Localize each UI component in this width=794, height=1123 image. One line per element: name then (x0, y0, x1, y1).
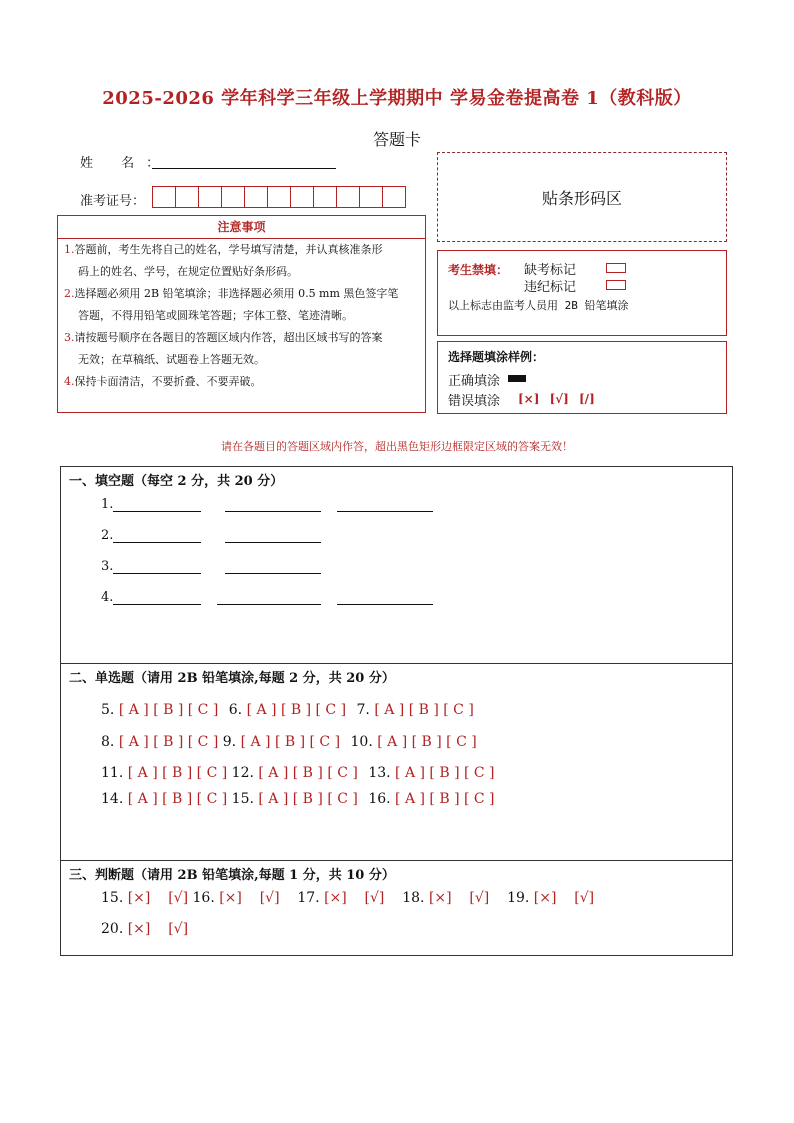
absent-mark-label: 缺考标记 (524, 263, 577, 278)
notice-box (57, 215, 426, 413)
id-box[interactable] (152, 186, 176, 208)
id-box[interactable] (244, 186, 268, 208)
id-box[interactable] (313, 186, 337, 208)
choice-options[interactable]: [ A ] [ B ] [ C ] (118, 702, 219, 718)
choice-options[interactable]: [ A ] [ B ] [ C ] (118, 734, 219, 750)
id-box[interactable] (290, 186, 314, 208)
violation-mark-box[interactable] (606, 280, 626, 290)
blank-line[interactable] (113, 542, 201, 543)
choice-options[interactable]: [ A ] [ B ] [ C ] (258, 791, 358, 807)
true-false-section (60, 860, 733, 956)
id-box[interactable] (336, 186, 360, 208)
choice-row: 8. [ A ] [ B ] [ C ] 9. [ A ] [ B ] [ C ] 10. [ A ] [ B ] [ C ] (101, 734, 477, 750)
true-option[interactable]: [√] (469, 890, 490, 906)
name-label: 姓 名： (80, 156, 172, 171)
notice-heading: 注意事项 (58, 216, 425, 239)
judge-row: 20. [×] [√] (101, 921, 189, 937)
false-option[interactable]: [×] (324, 890, 347, 906)
wrong-fill-marks: [×] [√] [/] (518, 392, 595, 406)
false-option[interactable]: [×] (428, 890, 452, 906)
false-option[interactable]: [×] (533, 890, 557, 906)
violation-mark-label: 违纪标记 (524, 280, 577, 295)
blank-line[interactable] (337, 604, 433, 605)
name-field[interactable] (152, 168, 336, 169)
true-option[interactable]: [√] (168, 921, 189, 937)
true-option[interactable]: [√] (574, 890, 595, 906)
forbidden-fill-box (437, 250, 727, 336)
notice-item: 4.保持卡面清洁，不要折叠、不要弄破。 (64, 375, 262, 388)
fill-blank-section (60, 466, 733, 664)
choice-options[interactable]: [ A ] [ B ] [ C ] (374, 702, 474, 718)
blank-line[interactable] (113, 573, 201, 574)
id-number-boxes[interactable] (152, 186, 405, 208)
correct-fill-label: 正确填涂 (448, 374, 501, 389)
page-title: 2025-2026 学年科学三年级上学期期中 学易金卷提高卷 1（教科版） (102, 88, 692, 109)
true-option[interactable]: [√] (259, 890, 280, 906)
choice-options[interactable]: [ A ] [ B ] [ C ] (246, 702, 347, 718)
id-box[interactable] (267, 186, 291, 208)
notice-item: 1.答题前，考生先将自己的姓名，学号填写清楚，并认真核准条形 码上的姓名、学号，在规定位置贴好条形码。 (64, 243, 383, 278)
id-label: 准考证号： (80, 194, 146, 209)
choice-row: 11. [ A ] [ B ] [ C ] 12. [ A ] [ B ] [ C ] 13. [ A ] [ B ] [ C ] (101, 765, 495, 781)
choice-row: 14. [ A ] [ B ] [ C ] 15. [ A ] [ B ] [ C ] 16. [ A ] [ B ] [ C ] (101, 791, 495, 807)
answer-area-warning: 请在各题目的答题区域内作答，超出黑色矩形边框限定区域的答案无效！ (221, 440, 573, 453)
notice-item: 2.选择题必须用 2B 铅笔填涂；非选择题必须用 0.5 mm 黑色签字笔 答题，不得用铅笔或圆珠笔答题；字体工整、笔迹清晰。 (64, 287, 399, 322)
choice-options[interactable]: [ A ] [ B ] [ C ] (395, 791, 495, 807)
blank-line[interactable] (225, 511, 321, 512)
true-option[interactable]: [√] (364, 890, 385, 906)
true-option[interactable]: [√] (168, 890, 189, 906)
choice-options[interactable]: [ A ] [ B ] [ C ] (240, 734, 341, 750)
blank-line[interactable] (113, 511, 201, 512)
id-box[interactable] (175, 186, 199, 208)
fill-row: 4. (101, 590, 114, 605)
blank-line[interactable] (225, 542, 321, 543)
forbid-note: 以上标志由监考人员用 2B 铅笔填涂 (448, 299, 629, 312)
wrong-fill-label: 错误填涂 (448, 394, 501, 409)
choice-options[interactable]: [ A ] [ B ] [ C ] (127, 791, 228, 807)
blank-line[interactable] (113, 604, 201, 605)
fill-row: 1. (101, 497, 114, 512)
sample-title: 选择题填涂样例： (448, 350, 545, 364)
false-option[interactable]: [×] (127, 890, 151, 906)
barcode-label: 贴条形码区 (541, 188, 622, 208)
correct-fill-mark (508, 375, 526, 382)
judge-row: 15. [×] [√] 16. [×] [√] 17. [×] [√] 18. [×] [√] 19. [×] [√] (101, 890, 595, 906)
false-option[interactable]: [×] (127, 921, 151, 937)
blank-line[interactable] (337, 511, 433, 512)
fill-row: 2. (101, 528, 114, 543)
id-box[interactable] (221, 186, 245, 208)
blank-line[interactable] (225, 573, 321, 574)
choice-options[interactable]: [ A ] [ B ] [ C ] (377, 734, 477, 750)
notice-item: 3.请按题号顺序在各题目的答题区域内作答，超出区域书写的答案 无效；在草稿纸、试题卷上答题无效。 (64, 331, 383, 366)
fill-sample-box (437, 341, 727, 414)
choice-options[interactable]: [ A ] [ B ] [ C ] (395, 765, 495, 781)
choice-options[interactable]: [ A ] [ B ] [ C ] (258, 765, 358, 781)
forbid-label: 考生禁填： (448, 263, 509, 277)
absent-mark-box[interactable] (606, 263, 626, 273)
id-box[interactable] (382, 186, 406, 208)
judge-section-heading: 三、判断题（请用 2B 铅笔填涂,每题 1 分，共 10 分） (69, 868, 395, 883)
answer-card-subtitle: 答题卡 (372, 130, 421, 149)
fill-row: 3. (101, 559, 114, 574)
fill-section-heading: 一、填空题（每空 2 分，共 20 分） (69, 474, 284, 489)
id-box[interactable] (359, 186, 383, 208)
choice-row: 5. [ A ] [ B ] [ C ] 6. [ A ] [ B ] [ C ] 7. [ A ] [ B ] [ C ] (101, 702, 474, 718)
choice-section-heading: 二、单选题（请用 2B 铅笔填涂,每题 2 分，共 20 分） (69, 671, 395, 686)
single-choice-section (60, 663, 733, 861)
false-option[interactable]: [×] (219, 890, 242, 906)
blank-line[interactable] (217, 604, 321, 605)
choice-options[interactable]: [ A ] [ B ] [ C ] (127, 765, 228, 781)
barcode-area (437, 152, 727, 242)
id-box[interactable] (198, 186, 222, 208)
